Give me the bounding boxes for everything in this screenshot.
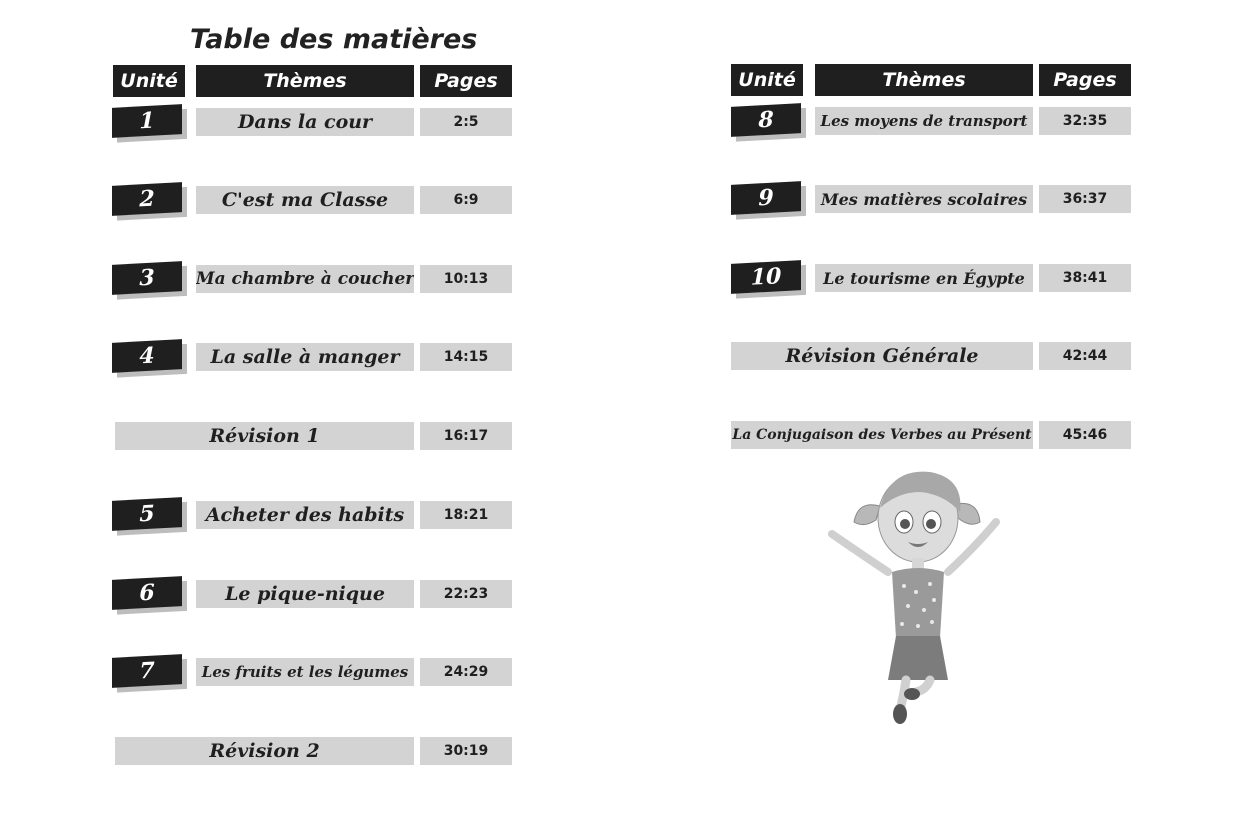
unit-badge: 5: [112, 497, 182, 531]
theme-cell: Les moyens de transport: [815, 107, 1033, 135]
unit-badge: 2: [112, 182, 182, 216]
theme-cell: Le pique-nique: [196, 580, 414, 608]
theme-cell: C'est ma Classe: [196, 186, 414, 214]
theme-cell: Mes matières scolaires: [815, 185, 1033, 213]
pages-cell: 30:19: [420, 737, 512, 765]
theme-cell: Ma chambre à coucher: [196, 265, 414, 293]
pages-cell: 10:13: [420, 265, 512, 293]
header-themes-right: Thèmes: [815, 64, 1033, 96]
theme-cell: Le tourisme en Égypte: [815, 264, 1033, 292]
unit-badge: 1: [112, 104, 182, 138]
unit-badge: 6: [112, 576, 182, 610]
conjugation-cell: La Conjugaison des Verbes au Présent: [731, 421, 1033, 449]
pages-cell: 24:29: [420, 658, 512, 686]
unit-badge: 4: [112, 339, 182, 373]
pages-cell: 18:21: [420, 501, 512, 529]
pages-cell: 42:44: [1039, 342, 1131, 370]
pages-cell: 16:17: [420, 422, 512, 450]
pages-cell: 2:5: [420, 108, 512, 136]
theme-cell: La salle à manger: [196, 343, 414, 371]
pages-cell: 6:9: [420, 186, 512, 214]
header-unit-left: Unité: [113, 65, 185, 97]
header-pages-left: Pages: [420, 65, 512, 97]
header-pages-right: Pages: [1039, 64, 1131, 96]
unit-badge: 8: [731, 103, 801, 137]
unit-badge: 10: [731, 260, 801, 294]
unit-badge: 7: [112, 654, 182, 688]
pages-cell: 36:37: [1039, 185, 1131, 213]
revision-cell: Révision Générale: [731, 342, 1033, 370]
unit-badge: 3: [112, 261, 182, 295]
theme-cell: Les fruits et les légumes: [196, 658, 414, 686]
pages-cell: 45:46: [1039, 421, 1131, 449]
theme-cell: Dans la cour: [196, 108, 414, 136]
pages-cell: 14:15: [420, 343, 512, 371]
pages-cell: 32:35: [1039, 107, 1131, 135]
header-unit-right: Unité: [731, 64, 803, 96]
revision-cell: Révision 2: [115, 737, 414, 765]
unit-badge: 9: [731, 181, 801, 215]
header-themes-left: Thèmes: [196, 65, 414, 97]
page-title: Table des matières: [190, 24, 478, 55]
pages-cell: 38:41: [1039, 264, 1131, 292]
cheering-girl-illustration: [818, 468, 1018, 728]
revision-cell: Révision 1: [115, 422, 414, 450]
theme-cell: Acheter des habits: [196, 501, 414, 529]
pages-cell: 22:23: [420, 580, 512, 608]
